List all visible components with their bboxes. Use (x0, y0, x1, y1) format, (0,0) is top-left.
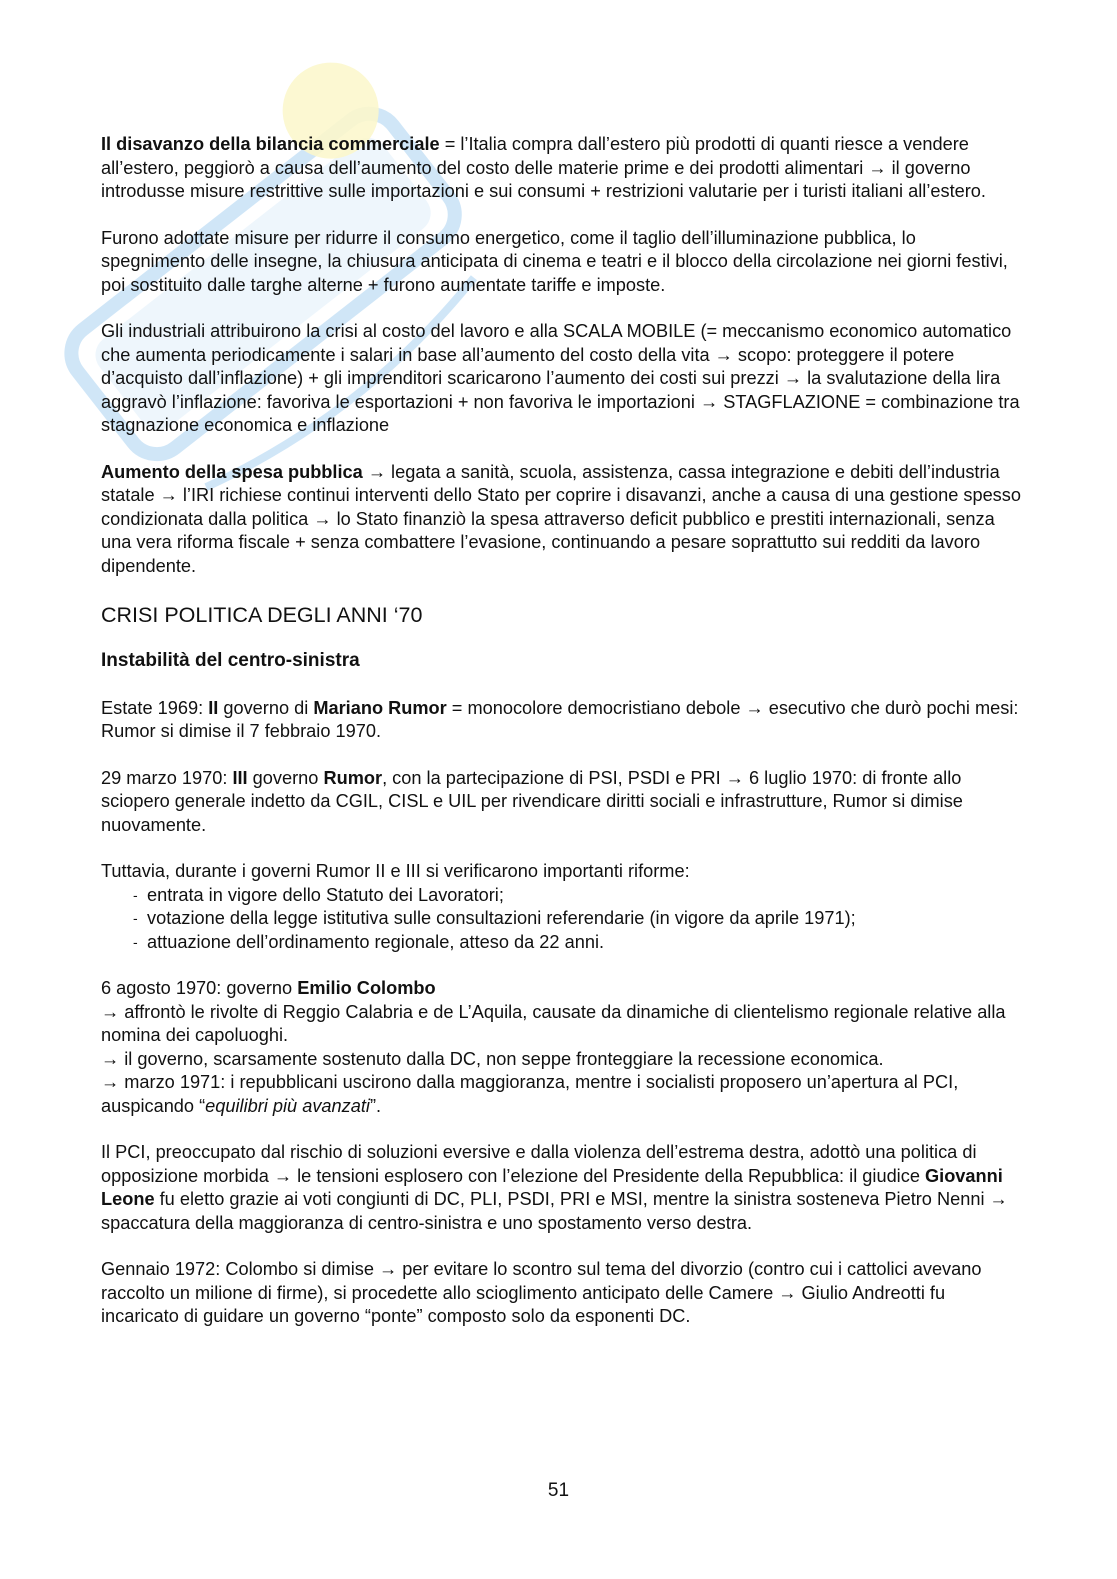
bold-term: Aumento della spesa pubblica (101, 461, 363, 482)
sub-title: Instabilità del centro-sinistra (101, 650, 360, 671)
paragraph-leone (101, 1141, 1021, 1235)
section-title: CRISI POLITICA DEGLI ANNI ‘70 (101, 603, 423, 627)
text-span: Il PCI, preoccupato dal rischio di soluzioni eversive e dalla violenza dell’estrema destra, adottò una politica di opposizione morbida → le tensioni esplosero con l’elezione del Presidente della Repubblica: il giudice (101, 1142, 977, 1186)
text-line: → il governo, scarsamente sostenuto dalla DC, non seppe fronteggiare la recessione economica. (101, 1048, 884, 1069)
text-span: 29 marzo 1970: (101, 767, 233, 788)
text-span: 6 agosto 1970: governo (101, 978, 298, 998)
list-item: - attuazione dell’ordinamento regionale, atteso da 22 anni. (133, 931, 1021, 955)
bold-span: Mariano Rumor (313, 697, 447, 718)
bold-span: II (208, 697, 219, 718)
paragraph-public-spending (101, 461, 1021, 579)
list-item: - entrata in vigore dello Statuto dei Lavoratori; (133, 884, 1021, 908)
paragraph-andreotti: Gennaio 1972: Colombo si dimise → per evitare lo scontro sul tema del divorzio (contro cui i cattolici avevano raccolto un milione di firme), si procedette allo scioglimento anticipato delle Camere → Giulio Andreotti fu incaricato di guidare un governo “ponte” composto solo da esponenti DC. (101, 1259, 982, 1326)
paragraph-trade-deficit (101, 133, 1021, 204)
paragraph-rumor-iii (101, 767, 1021, 838)
bold-span: Rumor (323, 767, 383, 788)
text-span: fu eletto grazie ai voti congiunti di DC, PLI, PSDI, PRI e MSI, mentre la sinistra sosteneva Pietro Nenni → spaccatura della maggioranza di centro-sinistra e uno spostamento verso destra. (101, 1189, 1008, 1233)
page-number: 51 (547, 1480, 570, 1501)
italic-span: equilibri più avanzati (205, 1095, 370, 1116)
paragraph-energy: Furono adottate misure per ridurre il consumo energetico, come il taglio dell’illuminazione pubblica, lo spegnimento delle insegne, la chiusura anticipata di cinema e teatri e il blocco della circolazione nei giorni festivi, poi sostituito dalle targhe alterne + furono aumentate tariffe e imposte. (101, 227, 1008, 295)
text-span: governo (247, 767, 324, 788)
text-span: → marzo 1971: i repubblicani uscirono dalla maggioranza, mentre i socialisti proposero un’apertura al PCI, auspicando “ (101, 1072, 959, 1116)
bold-span: Giovanni Leone (101, 1165, 1003, 1209)
paragraph-colombo (101, 977, 1021, 1118)
bold-span: III (232, 767, 248, 788)
bold-span: Emilio Colombo (297, 978, 436, 998)
text-line: → affrontò le rivolte di Reggio Calabria e de L’Aquila, causate da dinamiche di clientelismo regionale relative alla nomina dei capoluoghi. (101, 1001, 1006, 1045)
paragraph-scala-mobile: Gli industriali attribuirono la crisi al costo del lavoro e alla SCALA MOBILE (= meccanismo economico automatico che aumenta periodicamente i salari in base all’aumento del costo della vita → scopo: proteggere il potere d’acquisto dall’inflazione) + gli imprenditori scaricarono l’aumento dei costi sui prezzi → la svalutazione della lira aggravò l’inflazione: favoriva le esportazioni + non favoriva le importazioni → STAGFLAZIONE = combinazione tra stagnazione economica e inflazione (101, 321, 1020, 435)
paragraph-rumor-ii (101, 697, 1021, 744)
list-item: - votazione della legge istitutiva sulle consultazioni referendarie (in vigore da aprile 1971); (133, 907, 1021, 931)
paragraph-text: = l’Italia compra dall’estero più prodotti di quanti riesce a vendere all’estero, peggiorò a causa dell’aumento del costo delle materie prime e dei prodotti alimentari → il governo introdusse misure restrittive sulle importazioni e sui consumi + restrizioni valutarie per i turisti italiani all’estero. (101, 134, 986, 201)
text-span: governo di (218, 697, 314, 718)
reforms-list (101, 884, 1021, 955)
text-span: ”. (369, 1095, 382, 1116)
text-span: Estate 1969: (101, 697, 209, 718)
text-line (101, 1071, 1021, 1118)
document-body (101, 133, 1021, 1352)
text-span: , con la partecipazione di PSI, PSDI e PRI → 6 luglio 1970: di fronte allo sciopero generale indetto da CGIL, CISL e UIL per rivendicare diritti sociali e infrastrutture, Rumor si dimise nuovamente. (101, 767, 963, 835)
paragraph-reforms-intro: Tuttavia, durante i governi Rumor II e III si verificarono importanti riforme: (101, 861, 690, 881)
paragraph-text: → legata a sanità, scuola, assistenza, cassa integrazione e debiti dell’industria statale → l’IRI richiese continui interventi dello Stato per coprire i disavanzi, anche a causa di una gestione spesso condizionata dalla politica → lo Stato finanziò la spesa attraverso deficit pubblico e prestiti internazionali, senza una vera riforma fiscale + senza combattere l’evasione, continuando a pesare soprattutto sui redditi da lavoro dipendente. (101, 461, 1021, 576)
bold-term: Il disavanzo della bilancia commerciale (101, 134, 440, 154)
text-line (101, 977, 1021, 1001)
text-span: = monocolore democristiano debole → esecutivo che durò pochi mesi: Rumor si dimise il 7 febbraio 1970. (101, 697, 1019, 741)
